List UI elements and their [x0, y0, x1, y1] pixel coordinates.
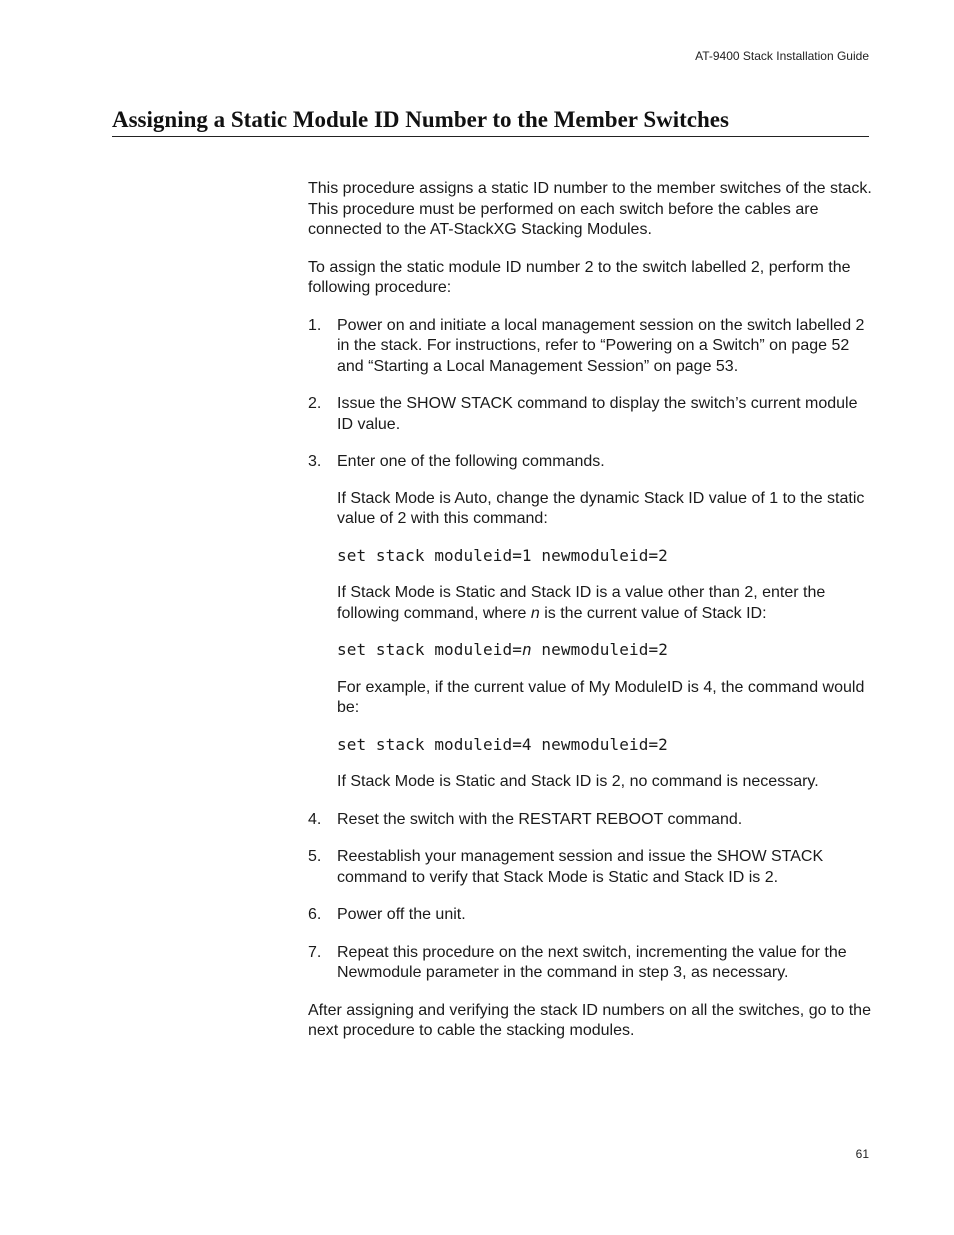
step-text: Power off the unit. [337, 906, 466, 923]
example-command: set stack moduleid=4 newmoduleid=2 [337, 734, 668, 754]
step-text: Reset the switch with the RESTART REBOOT command. [337, 810, 743, 828]
example-text: For example, if the current value of My ModuleID is 4, the command would be: [337, 678, 865, 716]
static-text-part-a: If Stack Mode is Static and Stack ID is a value other than 2, enter the following command, where [337, 584, 826, 622]
static-cmd-part-b: newmoduleid=2 [531, 640, 668, 659]
step-number: 4. [308, 810, 322, 828]
step-6 [308, 905, 873, 926]
step-number: 1. [308, 316, 322, 334]
procedure-steps [308, 316, 873, 984]
static-cmd-part-a: set stack moduleid= [337, 640, 522, 659]
step-4 [308, 810, 873, 831]
no-command-text: If Stack Mode is Static and Stack ID is 2, no command is necessary. [337, 773, 819, 790]
step-3 [308, 452, 873, 793]
step-1 [308, 316, 873, 378]
static-mode-text [337, 583, 873, 624]
step-5 [308, 847, 873, 888]
auto-mode-command: set stack moduleid=1 newmoduleid=2 [337, 545, 668, 565]
step-text: Reestablish your management session and issue the SHOW STACK command to verify that Stack Mode is Static and Stack ID is 2. [337, 848, 824, 886]
step-number: 2. [308, 395, 322, 412]
step-text: Issue the SHOW STACK command to display the switch’s current module ID value. [337, 395, 858, 433]
step-number: 5. [308, 848, 322, 865]
static-mode-command [337, 640, 873, 661]
intro-paragraph-2: To assign the static module ID number 2 to the switch labelled 2, perform the following procedure: [308, 258, 851, 296]
running-header: AT-9400 Stack Installation Guide [695, 49, 869, 63]
auto-mode-text: If Stack Mode is Auto, change the dynamic Stack ID value of 1 to the static value of 2 with this command: [337, 489, 865, 527]
step-2 [308, 394, 873, 435]
static-text-part-b: is the current value of Stack ID: [539, 604, 767, 622]
static-cmd-variable: n [521, 640, 532, 659]
step-7 [308, 943, 873, 984]
step-number: 6. [308, 906, 322, 923]
section-title: Assigning a Static Module ID Number to the Member Switches [112, 107, 869, 137]
page-number: 61 [855, 1147, 869, 1161]
step-text: Enter one of the following commands. [337, 453, 605, 470]
step-text: Power on and initiate a local management session on the switch labelled 2 in the stack. For instructions, refer to “Powering on a Switch” on page 52 and “Starting a Local Management Session” on page 53. [337, 316, 865, 375]
body-content [308, 179, 873, 1059]
step-text: Repeat this procedure on the next switch, incrementing the value for the Newmodule parameter in the command in step 3, as necessary. [337, 943, 847, 981]
outro-paragraph: After assigning and verifying the stack ID numbers on all the switches, go to the next procedure to cable the stacking modules. [308, 1001, 871, 1039]
step-number: 3. [308, 453, 322, 470]
step-number: 7. [308, 943, 322, 961]
intro-paragraph-1: This procedure assigns a static ID number to the member switches of the stack. This procedure must be performed on each switch before the cables are connected to the AT-StackXG Stacking Modules. [308, 180, 872, 238]
static-variable: n [530, 604, 540, 622]
